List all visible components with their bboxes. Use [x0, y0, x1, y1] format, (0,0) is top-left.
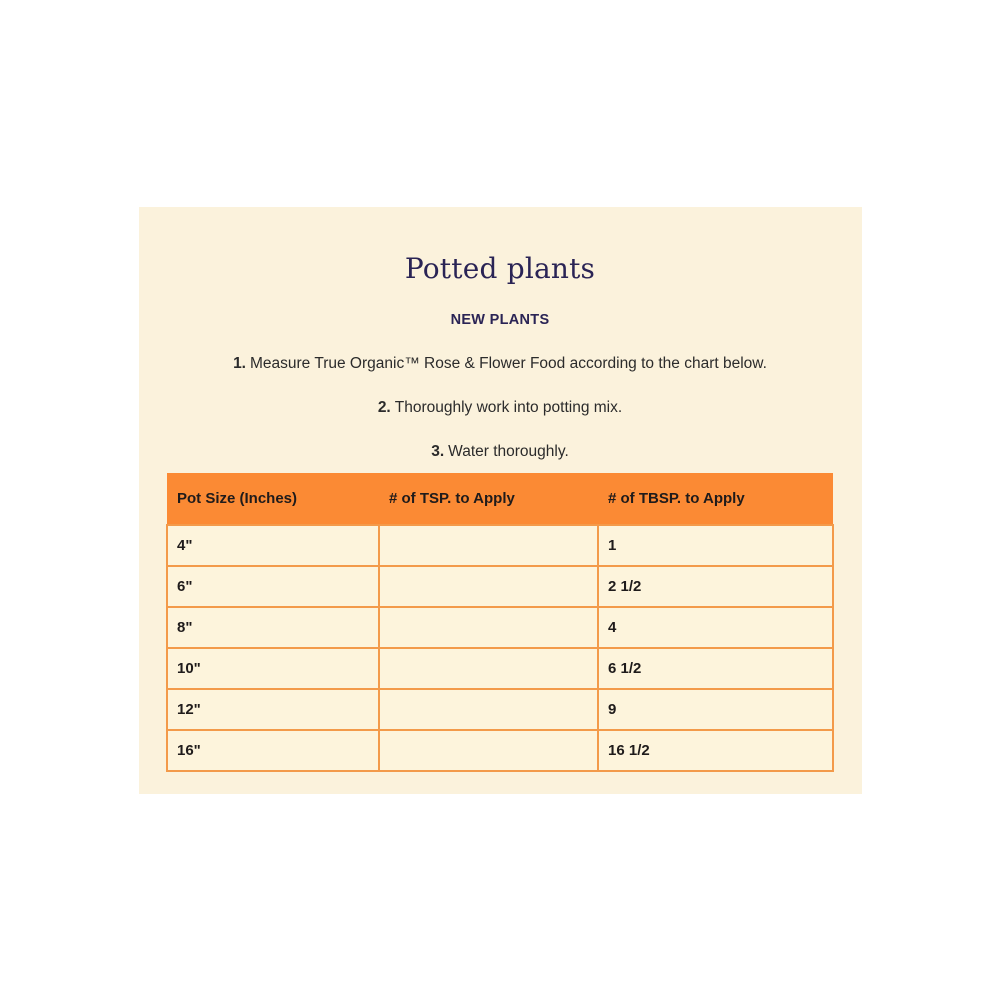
- table-row: [167, 525, 833, 566]
- cell-pot-size: 6": [167, 566, 379, 607]
- cell-tsp: [379, 648, 598, 689]
- application-chart-table: [166, 473, 834, 772]
- page-title: Potted plants: [404, 252, 596, 285]
- table-row: [167, 566, 833, 607]
- cell-pot-size: 10": [167, 648, 379, 689]
- step-number: 1.: [233, 355, 246, 372]
- table-row: [167, 607, 833, 648]
- table-row: [167, 689, 833, 730]
- cell-pot-size: 8": [167, 607, 379, 648]
- step-number: 2.: [377, 399, 391, 416]
- cell-tsp: [379, 607, 598, 648]
- table-row: [167, 648, 833, 689]
- cell-tsp: [379, 689, 598, 730]
- cell-pot-size: 12": [167, 689, 379, 730]
- instruction-step-1: [0, 355, 1000, 373]
- step-text: Water thoroughly.: [448, 443, 569, 460]
- instruction-step-3: [0, 443, 1000, 461]
- step-text: Thoroughly work into potting mix.: [394, 399, 623, 416]
- cell-tbsp: 4: [598, 607, 833, 648]
- instruction-step-2: [0, 399, 1000, 417]
- cell-tsp: [379, 525, 598, 566]
- cell-tbsp: 9: [598, 689, 833, 730]
- cell-tbsp: 1: [598, 525, 833, 566]
- table-row: [167, 730, 833, 771]
- cell-tbsp: 2 1/2: [598, 566, 833, 607]
- step-number: 3.: [431, 443, 445, 460]
- cell-pot-size: 16": [167, 730, 379, 771]
- header-pot-size: Pot Size (Inches): [167, 473, 379, 525]
- cell-tsp: [379, 566, 598, 607]
- cell-tsp: [379, 730, 598, 771]
- table-header-row: [167, 473, 833, 525]
- header-tbsp: # of TBSP. to Apply: [598, 473, 833, 525]
- cell-tbsp: 16 1/2: [598, 730, 833, 771]
- header-tsp: # of TSP. to Apply: [379, 473, 598, 525]
- section-subtitle: NEW PLANTS: [450, 312, 550, 328]
- cell-pot-size: 4": [167, 525, 379, 566]
- step-text: Measure True Organic™ Rose & Flower Food according to the chart below.: [250, 355, 767, 372]
- cell-tbsp: 6 1/2: [598, 648, 833, 689]
